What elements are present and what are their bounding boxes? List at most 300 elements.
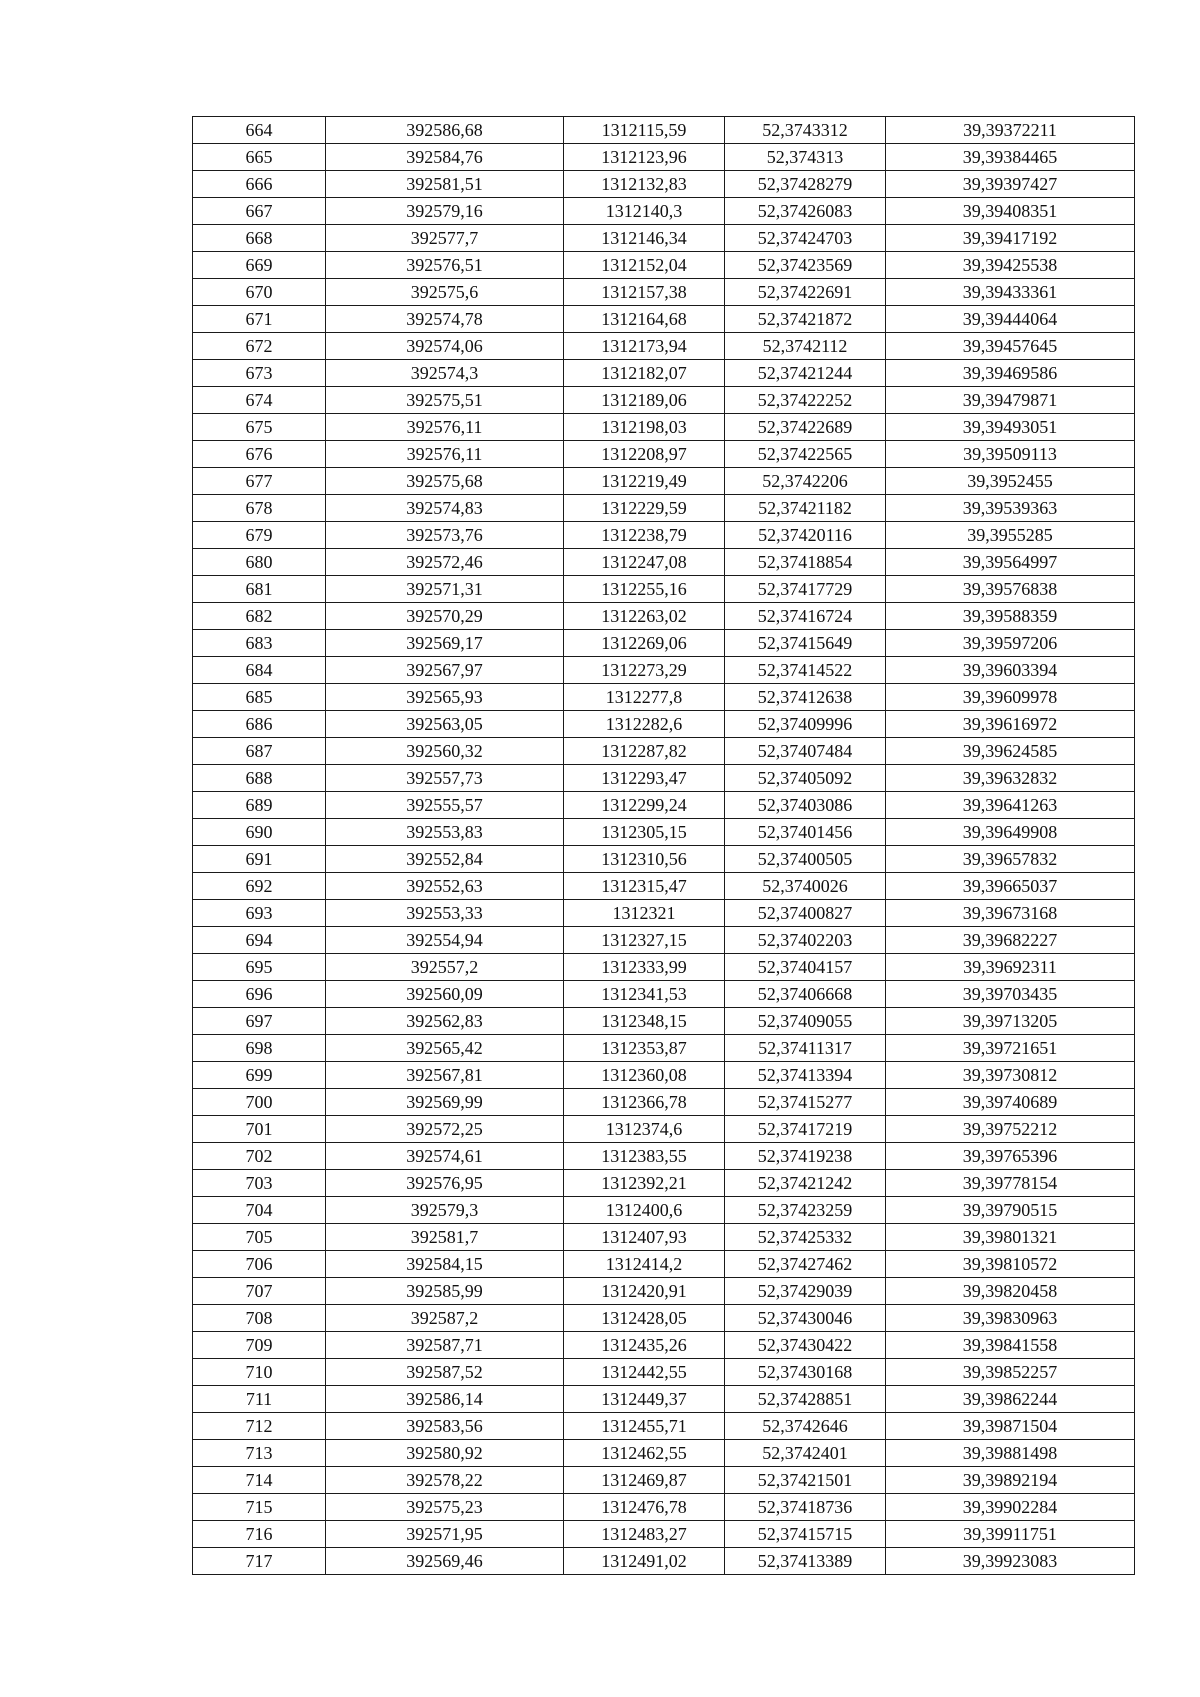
y-coordinate-cell: 1312152,04 <box>564 252 725 279</box>
point-number-cell: 680 <box>193 549 326 576</box>
x-coordinate-cell: 392575,23 <box>326 1494 564 1521</box>
x-coordinate-cell: 392555,57 <box>326 792 564 819</box>
latitude-cell: 52,37421244 <box>725 360 886 387</box>
latitude-cell: 52,37423259 <box>725 1197 886 1224</box>
longitude-cell: 39,39616972 <box>886 711 1135 738</box>
y-coordinate-cell: 1312327,15 <box>564 927 725 954</box>
table-row <box>193 1197 1135 1224</box>
x-coordinate-cell: 392552,63 <box>326 873 564 900</box>
longitude-cell: 39,39384465 <box>886 144 1135 171</box>
longitude-cell: 39,39892194 <box>886 1467 1135 1494</box>
table-row <box>193 1332 1135 1359</box>
point-number-cell: 709 <box>193 1332 326 1359</box>
table-row <box>193 1440 1135 1467</box>
point-number-cell: 684 <box>193 657 326 684</box>
latitude-cell: 52,37421872 <box>725 306 886 333</box>
y-coordinate-cell: 1312140,3 <box>564 198 725 225</box>
point-number-cell: 701 <box>193 1116 326 1143</box>
point-number-cell: 696 <box>193 981 326 1008</box>
x-coordinate-cell: 392587,71 <box>326 1332 564 1359</box>
table-row <box>193 1089 1135 1116</box>
y-coordinate-cell: 1312315,47 <box>564 873 725 900</box>
point-number-cell: 691 <box>193 846 326 873</box>
x-coordinate-cell: 392576,11 <box>326 414 564 441</box>
longitude-cell: 39,39588359 <box>886 603 1135 630</box>
point-number-cell: 678 <box>193 495 326 522</box>
y-coordinate-cell: 1312341,53 <box>564 981 725 1008</box>
y-coordinate-cell: 1312238,79 <box>564 522 725 549</box>
latitude-cell: 52,37400827 <box>725 900 886 927</box>
x-coordinate-cell: 392570,29 <box>326 603 564 630</box>
table-row <box>193 954 1135 981</box>
latitude-cell: 52,37414522 <box>725 657 886 684</box>
point-number-cell: 700 <box>193 1089 326 1116</box>
y-coordinate-cell: 1312273,29 <box>564 657 725 684</box>
latitude-cell: 52,37419238 <box>725 1143 886 1170</box>
latitude-cell: 52,37422691 <box>725 279 886 306</box>
y-coordinate-cell: 1312366,78 <box>564 1089 725 1116</box>
x-coordinate-cell: 392574,61 <box>326 1143 564 1170</box>
y-coordinate-cell: 1312469,87 <box>564 1467 725 1494</box>
latitude-cell: 52,37400505 <box>725 846 886 873</box>
point-number-cell: 676 <box>193 441 326 468</box>
x-coordinate-cell: 392572,25 <box>326 1116 564 1143</box>
latitude-cell: 52,37427462 <box>725 1251 886 1278</box>
longitude-cell: 39,39820458 <box>886 1278 1135 1305</box>
table-row <box>193 522 1135 549</box>
table-row <box>193 1251 1135 1278</box>
table-row <box>193 144 1135 171</box>
y-coordinate-cell: 1312383,55 <box>564 1143 725 1170</box>
x-coordinate-cell: 392571,31 <box>326 576 564 603</box>
table-row <box>193 1278 1135 1305</box>
x-coordinate-cell: 392585,99 <box>326 1278 564 1305</box>
x-coordinate-cell: 392587,52 <box>326 1359 564 1386</box>
table-row <box>193 495 1135 522</box>
table-row <box>193 711 1135 738</box>
x-coordinate-cell: 392569,17 <box>326 630 564 657</box>
latitude-cell: 52,37421242 <box>725 1170 886 1197</box>
y-coordinate-cell: 1312476,78 <box>564 1494 725 1521</box>
longitude-cell: 39,39457645 <box>886 333 1135 360</box>
point-number-cell: 669 <box>193 252 326 279</box>
longitude-cell: 39,39632832 <box>886 765 1135 792</box>
y-coordinate-cell: 1312229,59 <box>564 495 725 522</box>
y-coordinate-cell: 1312310,56 <box>564 846 725 873</box>
point-number-cell: 681 <box>193 576 326 603</box>
table-row <box>193 1413 1135 1440</box>
point-number-cell: 689 <box>193 792 326 819</box>
table-row <box>193 819 1135 846</box>
y-coordinate-cell: 1312198,03 <box>564 414 725 441</box>
longitude-cell: 39,39810572 <box>886 1251 1135 1278</box>
y-coordinate-cell: 1312392,21 <box>564 1170 725 1197</box>
latitude-cell: 52,3743312 <box>725 117 886 144</box>
y-coordinate-cell: 1312269,06 <box>564 630 725 657</box>
latitude-cell: 52,37412638 <box>725 684 886 711</box>
point-number-cell: 688 <box>193 765 326 792</box>
latitude-cell: 52,37404157 <box>725 954 886 981</box>
latitude-cell: 52,37402203 <box>725 927 886 954</box>
latitude-cell: 52,37406668 <box>725 981 886 1008</box>
table-row <box>193 387 1135 414</box>
table-row <box>193 927 1135 954</box>
latitude-cell: 52,3742112 <box>725 333 886 360</box>
longitude-cell: 39,39911751 <box>886 1521 1135 1548</box>
latitude-cell: 52,37426083 <box>725 198 886 225</box>
table-row <box>193 846 1135 873</box>
longitude-cell: 39,39740689 <box>886 1089 1135 1116</box>
table-row <box>193 198 1135 225</box>
y-coordinate-cell: 1312455,71 <box>564 1413 725 1440</box>
x-coordinate-cell: 392584,15 <box>326 1251 564 1278</box>
point-number-cell: 712 <box>193 1413 326 1440</box>
y-coordinate-cell: 1312173,94 <box>564 333 725 360</box>
latitude-cell: 52,37421501 <box>725 1467 886 1494</box>
x-coordinate-cell: 392578,22 <box>326 1467 564 1494</box>
point-number-cell: 717 <box>193 1548 326 1575</box>
x-coordinate-cell: 392586,14 <box>326 1386 564 1413</box>
point-number-cell: 665 <box>193 144 326 171</box>
longitude-cell: 39,39397427 <box>886 171 1135 198</box>
x-coordinate-cell: 392580,92 <box>326 1440 564 1467</box>
longitude-cell: 39,39433361 <box>886 279 1135 306</box>
table-row <box>193 1062 1135 1089</box>
point-number-cell: 711 <box>193 1386 326 1413</box>
longitude-cell: 39,39730812 <box>886 1062 1135 1089</box>
y-coordinate-cell: 1312132,83 <box>564 171 725 198</box>
x-coordinate-cell: 392571,95 <box>326 1521 564 1548</box>
x-coordinate-cell: 392586,68 <box>326 117 564 144</box>
table-row <box>193 1008 1135 1035</box>
x-coordinate-cell: 392584,76 <box>326 144 564 171</box>
point-number-cell: 715 <box>193 1494 326 1521</box>
y-coordinate-cell: 1312348,15 <box>564 1008 725 1035</box>
table-row <box>193 657 1135 684</box>
table-row <box>193 1494 1135 1521</box>
point-number-cell: 677 <box>193 468 326 495</box>
latitude-cell: 52,37420116 <box>725 522 886 549</box>
longitude-cell: 39,39881498 <box>886 1440 1135 1467</box>
longitude-cell: 39,39576838 <box>886 576 1135 603</box>
latitude-cell: 52,37425332 <box>725 1224 886 1251</box>
y-coordinate-cell: 1312299,24 <box>564 792 725 819</box>
longitude-cell: 39,39778154 <box>886 1170 1135 1197</box>
longitude-cell: 39,39841558 <box>886 1332 1135 1359</box>
table-row <box>193 279 1135 306</box>
longitude-cell: 39,39665037 <box>886 873 1135 900</box>
point-number-cell: 693 <box>193 900 326 927</box>
latitude-cell: 52,37422565 <box>725 441 886 468</box>
longitude-cell: 39,39408351 <box>886 198 1135 225</box>
latitude-cell: 52,37430422 <box>725 1332 886 1359</box>
longitude-cell: 39,39539363 <box>886 495 1135 522</box>
y-coordinate-cell: 1312407,93 <box>564 1224 725 1251</box>
coordinates-table-body <box>193 117 1135 1575</box>
y-coordinate-cell: 1312360,08 <box>564 1062 725 1089</box>
table-row <box>193 1035 1135 1062</box>
table-row <box>193 1359 1135 1386</box>
table-row <box>193 117 1135 144</box>
point-number-cell: 667 <box>193 198 326 225</box>
longitude-cell: 39,39657832 <box>886 846 1135 873</box>
y-coordinate-cell: 1312483,27 <box>564 1521 725 1548</box>
latitude-cell: 52,37418854 <box>725 549 886 576</box>
latitude-cell: 52,37430168 <box>725 1359 886 1386</box>
point-number-cell: 706 <box>193 1251 326 1278</box>
y-coordinate-cell: 1312115,59 <box>564 117 725 144</box>
y-coordinate-cell: 1312374,6 <box>564 1116 725 1143</box>
x-coordinate-cell: 392574,78 <box>326 306 564 333</box>
y-coordinate-cell: 1312293,47 <box>564 765 725 792</box>
longitude-cell: 39,39493051 <box>886 414 1135 441</box>
longitude-cell: 39,39765396 <box>886 1143 1135 1170</box>
table-row <box>193 441 1135 468</box>
point-number-cell: 698 <box>193 1035 326 1062</box>
x-coordinate-cell: 392557,2 <box>326 954 564 981</box>
point-number-cell: 675 <box>193 414 326 441</box>
point-number-cell: 664 <box>193 117 326 144</box>
y-coordinate-cell: 1312333,99 <box>564 954 725 981</box>
y-coordinate-cell: 1312321 <box>564 900 725 927</box>
longitude-cell: 39,39902284 <box>886 1494 1135 1521</box>
table-row <box>193 981 1135 1008</box>
latitude-cell: 52,37415715 <box>725 1521 886 1548</box>
coordinates-table <box>192 116 1135 1575</box>
table-row <box>193 684 1135 711</box>
latitude-cell: 52,37413389 <box>725 1548 886 1575</box>
latitude-cell: 52,37405092 <box>725 765 886 792</box>
x-coordinate-cell: 392579,16 <box>326 198 564 225</box>
table-row <box>193 1116 1135 1143</box>
y-coordinate-cell: 1312219,49 <box>564 468 725 495</box>
point-number-cell: 673 <box>193 360 326 387</box>
y-coordinate-cell: 1312400,6 <box>564 1197 725 1224</box>
longitude-cell: 39,39752212 <box>886 1116 1135 1143</box>
longitude-cell: 39,39417192 <box>886 225 1135 252</box>
y-coordinate-cell: 1312442,55 <box>564 1359 725 1386</box>
latitude-cell: 52,37428851 <box>725 1386 886 1413</box>
longitude-cell: 39,39564997 <box>886 549 1135 576</box>
point-number-cell: 705 <box>193 1224 326 1251</box>
x-coordinate-cell: 392567,81 <box>326 1062 564 1089</box>
longitude-cell: 39,39372211 <box>886 117 1135 144</box>
x-coordinate-cell: 392552,84 <box>326 846 564 873</box>
longitude-cell: 39,39721651 <box>886 1035 1135 1062</box>
table-row <box>193 333 1135 360</box>
x-coordinate-cell: 392576,95 <box>326 1170 564 1197</box>
y-coordinate-cell: 1312282,6 <box>564 711 725 738</box>
latitude-cell: 52,37421182 <box>725 495 886 522</box>
y-coordinate-cell: 1312164,68 <box>564 306 725 333</box>
point-number-cell: 672 <box>193 333 326 360</box>
point-number-cell: 683 <box>193 630 326 657</box>
y-coordinate-cell: 1312462,55 <box>564 1440 725 1467</box>
y-coordinate-cell: 1312146,34 <box>564 225 725 252</box>
point-number-cell: 707 <box>193 1278 326 1305</box>
y-coordinate-cell: 1312353,87 <box>564 1035 725 1062</box>
longitude-cell: 39,39469586 <box>886 360 1135 387</box>
longitude-cell: 39,39649908 <box>886 819 1135 846</box>
point-number-cell: 702 <box>193 1143 326 1170</box>
table-row <box>193 1224 1135 1251</box>
table-row <box>193 576 1135 603</box>
point-number-cell: 697 <box>193 1008 326 1035</box>
longitude-cell: 39,39871504 <box>886 1413 1135 1440</box>
y-coordinate-cell: 1312305,15 <box>564 819 725 846</box>
x-coordinate-cell: 392583,56 <box>326 1413 564 1440</box>
x-coordinate-cell: 392569,46 <box>326 1548 564 1575</box>
longitude-cell: 39,39444064 <box>886 306 1135 333</box>
x-coordinate-cell: 392562,83 <box>326 1008 564 1035</box>
longitude-cell: 39,39713205 <box>886 1008 1135 1035</box>
latitude-cell: 52,37417729 <box>725 576 886 603</box>
y-coordinate-cell: 1312189,06 <box>564 387 725 414</box>
x-coordinate-cell: 392565,93 <box>326 684 564 711</box>
longitude-cell: 39,39852257 <box>886 1359 1135 1386</box>
x-coordinate-cell: 392587,2 <box>326 1305 564 1332</box>
table-row <box>193 873 1135 900</box>
y-coordinate-cell: 1312414,2 <box>564 1251 725 1278</box>
latitude-cell: 52,37429039 <box>725 1278 886 1305</box>
y-coordinate-cell: 1312182,07 <box>564 360 725 387</box>
x-coordinate-cell: 392563,05 <box>326 711 564 738</box>
longitude-cell: 39,39624585 <box>886 738 1135 765</box>
point-number-cell: 703 <box>193 1170 326 1197</box>
longitude-cell: 39,39425538 <box>886 252 1135 279</box>
latitude-cell: 52,3740026 <box>725 873 886 900</box>
table-row <box>193 1521 1135 1548</box>
y-coordinate-cell: 1312255,16 <box>564 576 725 603</box>
point-number-cell: 668 <box>193 225 326 252</box>
longitude-cell: 39,39682227 <box>886 927 1135 954</box>
x-coordinate-cell: 392574,83 <box>326 495 564 522</box>
x-coordinate-cell: 392576,11 <box>326 441 564 468</box>
table-row <box>193 792 1135 819</box>
longitude-cell: 39,3952455 <box>886 468 1135 495</box>
y-coordinate-cell: 1312428,05 <box>564 1305 725 1332</box>
y-coordinate-cell: 1312420,91 <box>564 1278 725 1305</box>
table-row <box>193 414 1135 441</box>
point-number-cell: 686 <box>193 711 326 738</box>
point-number-cell: 714 <box>193 1467 326 1494</box>
latitude-cell: 52,37415649 <box>725 630 886 657</box>
table-row <box>193 549 1135 576</box>
latitude-cell: 52,3742646 <box>725 1413 886 1440</box>
x-coordinate-cell: 392569,99 <box>326 1089 564 1116</box>
latitude-cell: 52,37417219 <box>725 1116 886 1143</box>
table-row <box>193 765 1135 792</box>
point-number-cell: 708 <box>193 1305 326 1332</box>
x-coordinate-cell: 392575,51 <box>326 387 564 414</box>
table-row <box>193 252 1135 279</box>
point-number-cell: 682 <box>193 603 326 630</box>
table-row <box>193 1467 1135 1494</box>
y-coordinate-cell: 1312491,02 <box>564 1548 725 1575</box>
longitude-cell: 39,39509113 <box>886 441 1135 468</box>
longitude-cell: 39,39673168 <box>886 900 1135 927</box>
longitude-cell: 39,39609978 <box>886 684 1135 711</box>
longitude-cell: 39,39641263 <box>886 792 1135 819</box>
point-number-cell: 710 <box>193 1359 326 1386</box>
latitude-cell: 52,37424703 <box>725 225 886 252</box>
latitude-cell: 52,37403086 <box>725 792 886 819</box>
latitude-cell: 52,37428279 <box>725 171 886 198</box>
x-coordinate-cell: 392553,83 <box>326 819 564 846</box>
point-number-cell: 674 <box>193 387 326 414</box>
y-coordinate-cell: 1312157,38 <box>564 279 725 306</box>
x-coordinate-cell: 392574,3 <box>326 360 564 387</box>
latitude-cell: 52,3742206 <box>725 468 886 495</box>
y-coordinate-cell: 1312208,97 <box>564 441 725 468</box>
longitude-cell: 39,39479871 <box>886 387 1135 414</box>
table-row <box>193 1305 1135 1332</box>
y-coordinate-cell: 1312287,82 <box>564 738 725 765</box>
table-row <box>193 468 1135 495</box>
latitude-cell: 52,37422689 <box>725 414 886 441</box>
table-row <box>193 1143 1135 1170</box>
table-row <box>193 360 1135 387</box>
latitude-cell: 52,37422252 <box>725 387 886 414</box>
table-row <box>193 630 1135 657</box>
x-coordinate-cell: 392575,6 <box>326 279 564 306</box>
x-coordinate-cell: 392560,32 <box>326 738 564 765</box>
x-coordinate-cell: 392553,33 <box>326 900 564 927</box>
x-coordinate-cell: 392575,68 <box>326 468 564 495</box>
point-number-cell: 699 <box>193 1062 326 1089</box>
point-number-cell: 694 <box>193 927 326 954</box>
x-coordinate-cell: 392579,3 <box>326 1197 564 1224</box>
y-coordinate-cell: 1312449,37 <box>564 1386 725 1413</box>
latitude-cell: 52,37409055 <box>725 1008 886 1035</box>
table-row <box>193 225 1135 252</box>
longitude-cell: 39,3955285 <box>886 522 1135 549</box>
table-row <box>193 603 1135 630</box>
latitude-cell: 52,37411317 <box>725 1035 886 1062</box>
point-number-cell: 713 <box>193 1440 326 1467</box>
point-number-cell: 690 <box>193 819 326 846</box>
point-number-cell: 687 <box>193 738 326 765</box>
y-coordinate-cell: 1312123,96 <box>564 144 725 171</box>
latitude-cell: 52,37415277 <box>725 1089 886 1116</box>
point-number-cell: 692 <box>193 873 326 900</box>
point-number-cell: 695 <box>193 954 326 981</box>
table-row <box>193 738 1135 765</box>
point-number-cell: 671 <box>193 306 326 333</box>
y-coordinate-cell: 1312247,08 <box>564 549 725 576</box>
longitude-cell: 39,39603394 <box>886 657 1135 684</box>
latitude-cell: 52,37401456 <box>725 819 886 846</box>
longitude-cell: 39,39692311 <box>886 954 1135 981</box>
latitude-cell: 52,374313 <box>725 144 886 171</box>
latitude-cell: 52,37430046 <box>725 1305 886 1332</box>
longitude-cell: 39,39801321 <box>886 1224 1135 1251</box>
latitude-cell: 52,37418736 <box>725 1494 886 1521</box>
x-coordinate-cell: 392574,06 <box>326 333 564 360</box>
x-coordinate-cell: 392557,73 <box>326 765 564 792</box>
latitude-cell: 52,37423569 <box>725 252 886 279</box>
table-row <box>193 900 1135 927</box>
x-coordinate-cell: 392573,76 <box>326 522 564 549</box>
point-number-cell: 716 <box>193 1521 326 1548</box>
y-coordinate-cell: 1312277,8 <box>564 684 725 711</box>
table-row <box>193 171 1135 198</box>
x-coordinate-cell: 392581,7 <box>326 1224 564 1251</box>
x-coordinate-cell: 392565,42 <box>326 1035 564 1062</box>
latitude-cell: 52,37416724 <box>725 603 886 630</box>
table-row <box>193 1548 1135 1575</box>
y-coordinate-cell: 1312435,26 <box>564 1332 725 1359</box>
